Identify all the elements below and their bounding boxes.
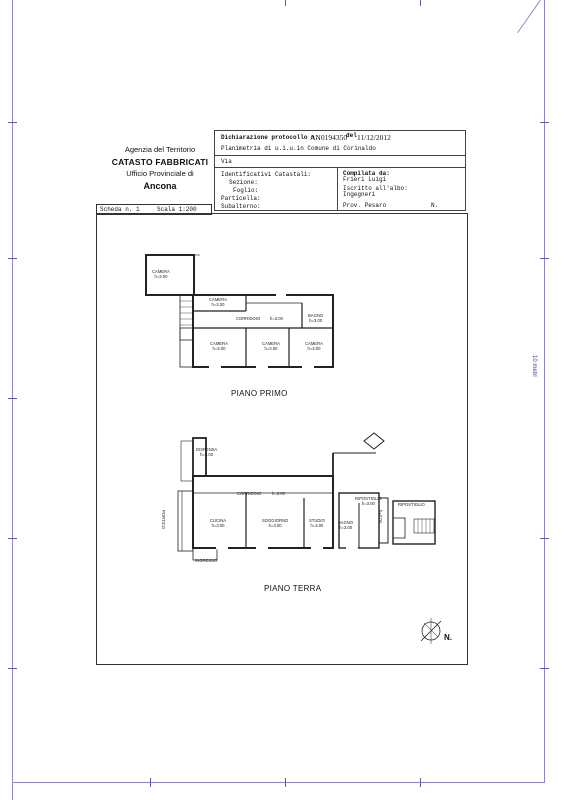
declaration-header xyxy=(214,130,466,211)
room-corridoio-terra: CORRIDOIO xyxy=(237,491,262,496)
frame-tick xyxy=(8,398,17,399)
compilata-label: Compilata da: xyxy=(343,170,390,177)
room-camera-3: CAMERA h=3.00 xyxy=(305,341,323,351)
room-hall-primo: h=3.00 xyxy=(270,316,283,321)
iscritto-label: Iscritto all'albo: xyxy=(343,185,408,192)
n-label: N. xyxy=(431,202,439,209)
piano-primo-title: PIANO PRIMO xyxy=(231,389,288,398)
room-corridoio-primo: CORRIDOIO xyxy=(236,316,261,321)
floor-plans-drawing xyxy=(96,213,466,663)
scala-label: Scala 1:200 xyxy=(157,206,197,213)
sezione-label: Sezione: xyxy=(229,179,258,186)
dichiarazione-label: Dichiarazione protocollo n. xyxy=(221,134,319,141)
room-camera-top: CAMERA h=3.00 xyxy=(152,269,170,279)
frame-right-line xyxy=(544,0,545,782)
compilatore-name: Frieri Luigi xyxy=(343,176,387,183)
agency-block xyxy=(106,144,214,192)
room-vano: h=3.00 xyxy=(378,510,383,523)
frame-tick xyxy=(150,778,151,787)
header-divider-mid xyxy=(215,167,465,168)
room-bagno-terra: BAGNO h=3.00 xyxy=(338,520,354,530)
room-dispensa: DISPENSA h=3.00 xyxy=(196,447,218,457)
frame-tick xyxy=(420,0,421,6)
frame-tick xyxy=(8,122,17,123)
room-soggiorno: SOGGIORNO h=3.00 xyxy=(262,518,289,528)
catasto-title: CATASTO FABBRICATI xyxy=(111,157,209,167)
frame-tick xyxy=(540,668,549,669)
subalterno-label: Subalterno: xyxy=(221,203,261,210)
particella-label: Particella: xyxy=(221,195,261,202)
frame-left-line xyxy=(12,0,13,800)
frame-tick xyxy=(540,122,549,123)
protocollo-number: AN0194350 xyxy=(310,133,348,142)
agency-name: Agenzia del Territorio xyxy=(124,145,196,154)
province-name: Ancona xyxy=(143,181,177,191)
frame-tick xyxy=(285,0,286,6)
room-camera-2: CAMERA h=3.00 xyxy=(262,341,280,351)
room-bagno-primo: BAGNO h=3.00 xyxy=(308,313,324,323)
frame-bottom-line xyxy=(12,782,545,783)
room-ingresso: INGRESSO xyxy=(195,558,218,563)
room-camera-small: CAMERA h=3.00 xyxy=(209,297,227,307)
room-ripostiglio-2: RIPOSTIGLIO xyxy=(398,502,425,507)
room-studio: STUDIO h=3.00 xyxy=(309,518,325,528)
frame-tick xyxy=(8,538,17,539)
planimetria-title: Planimetria di u.i.u.in Comune di Corinaldo xyxy=(221,145,376,152)
frame-tick xyxy=(8,668,17,669)
north-label: N. xyxy=(444,633,452,642)
scheda-number: Scheda n. 1 xyxy=(100,206,140,213)
frame-tick xyxy=(420,778,421,787)
room-portico: PORTICO xyxy=(161,510,166,530)
room-camera-1: CAMERA h=3.00 xyxy=(210,341,228,351)
north-arrow-icon xyxy=(421,618,441,644)
protocol-date: 11/12/2012 xyxy=(357,133,391,142)
header-divider-vertical xyxy=(337,167,338,210)
piano-terra-title: PIANO TERRA xyxy=(264,584,322,593)
foglio-label: Foglio: xyxy=(233,187,259,194)
room-hall-terra: h=3.00 xyxy=(272,491,285,496)
prov-label: Prov. Pesaro xyxy=(343,202,387,209)
frame-tick xyxy=(540,538,549,539)
identificativi-label: Identificativi Catastali: xyxy=(221,171,312,178)
scale-side-note: 10 metri xyxy=(531,355,537,377)
ufficio-label: Ufficio Provinciale di xyxy=(126,169,194,178)
via-label: Via xyxy=(221,158,232,165)
del-label: del xyxy=(346,132,357,139)
room-ripostiglio-1: RIPOSTIGLIO h=3.00 xyxy=(355,496,382,506)
frame-tick xyxy=(8,258,17,259)
frame-tick xyxy=(540,258,549,259)
frame-diagonal xyxy=(517,0,541,33)
albo-name: Ingegneri xyxy=(343,191,376,198)
frame-tick xyxy=(285,778,286,787)
room-cucina: CUCINA h=3.00 xyxy=(210,518,227,528)
header-divider-top xyxy=(215,155,465,156)
